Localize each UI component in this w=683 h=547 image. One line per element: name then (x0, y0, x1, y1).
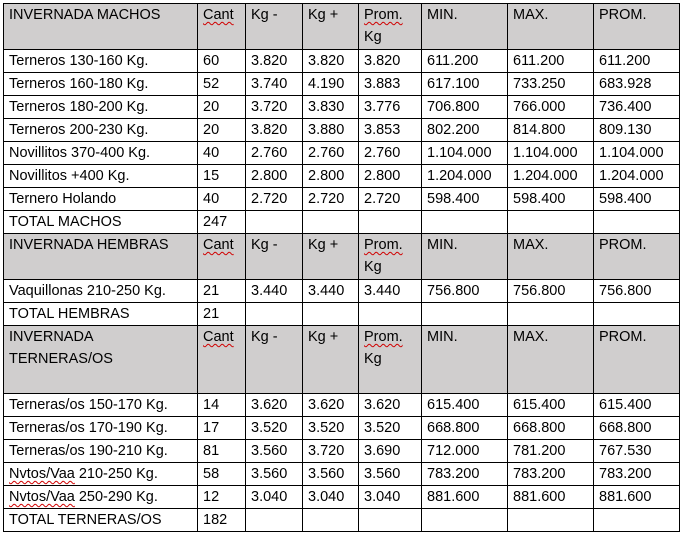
table-row (4, 417, 680, 440)
row-cant: 14 (198, 394, 246, 417)
row-min: 1.204.000 (422, 165, 508, 188)
row-max: 615.400 (508, 394, 594, 417)
row-min: 712.000 (422, 440, 508, 463)
row-kg-min: 3.040 (246, 486, 303, 509)
row-min: 611.200 (422, 50, 508, 73)
table-row (4, 50, 680, 73)
row-prom: 2.800 (359, 165, 422, 188)
row-prom: 3.560 (359, 463, 422, 486)
row-max: 1.204.000 (508, 165, 594, 188)
header-max: MAX. (508, 326, 594, 394)
row-kg-max: 3.620 (303, 394, 359, 417)
row-kg-min: 2.720 (246, 188, 303, 211)
row-prom: 3.820 (359, 50, 422, 73)
header-prom: Prom. Kg (359, 4, 422, 50)
row-avg: 756.800 (594, 280, 680, 303)
section-header-hembras (4, 234, 680, 280)
row-kg-min: 3.560 (246, 463, 303, 486)
empty-cell (303, 211, 359, 234)
total-label: TOTAL HEMBRAS (4, 303, 198, 326)
row-prom: 2.720 (359, 188, 422, 211)
empty-cell (359, 303, 422, 326)
total-label: TOTAL MACHOS (4, 211, 198, 234)
row-prom: 2.760 (359, 142, 422, 165)
header-kg-min: Kg - (246, 4, 303, 50)
row-avg: 736.400 (594, 96, 680, 119)
total-label: TOTAL TERNERAS/OS (4, 509, 198, 532)
row-max: 781.200 (508, 440, 594, 463)
row-max: 783.200 (508, 463, 594, 486)
row-category: Ternero Holando (4, 188, 198, 211)
row-prom: 3.776 (359, 96, 422, 119)
header-kg-max: Kg + (303, 234, 359, 280)
row-min: 617.100 (422, 73, 508, 96)
row-category: Terneros 160-180 Kg. (4, 73, 198, 96)
header-kg-min: Kg - (246, 234, 303, 280)
section-title: INVERNADA MACHOS (4, 4, 198, 50)
row-category: Novillitos 370-400 Kg. (4, 142, 198, 165)
header-avg: PROM. (594, 326, 680, 394)
table-row (4, 394, 680, 417)
row-max: 611.200 (508, 50, 594, 73)
row-min: 1.104.000 (422, 142, 508, 165)
row-avg: 809.130 (594, 119, 680, 142)
row-max: 756.800 (508, 280, 594, 303)
row-min: 615.400 (422, 394, 508, 417)
row-avg: 881.600 (594, 486, 680, 509)
row-category: Terneras/os 170-190 Kg. (4, 417, 198, 440)
row-cant: 40 (198, 188, 246, 211)
row-kg-min: 3.520 (246, 417, 303, 440)
section-title: INVERNADA HEMBRAS (4, 234, 198, 280)
row-kg-min: 3.620 (246, 394, 303, 417)
header-cant: Cant (198, 4, 246, 50)
header-avg: PROM. (594, 234, 680, 280)
row-cant: 81 (198, 440, 246, 463)
row-prom: 3.520 (359, 417, 422, 440)
header-kg-max: Kg + (303, 326, 359, 394)
empty-cell (246, 509, 303, 532)
header-min: MIN. (422, 326, 508, 394)
empty-cell (246, 211, 303, 234)
header-cant: Cant (198, 234, 246, 280)
row-kg-max: 2.720 (303, 188, 359, 211)
row-cant: 60 (198, 50, 246, 73)
header-max: MAX. (508, 234, 594, 280)
table-row (4, 96, 680, 119)
total-value: 21 (198, 303, 246, 326)
empty-cell (246, 303, 303, 326)
empty-cell (422, 211, 508, 234)
row-cant: 20 (198, 96, 246, 119)
row-avg: 611.200 (594, 50, 680, 73)
row-min: 802.200 (422, 119, 508, 142)
row-prom: 3.620 (359, 394, 422, 417)
total-value: 182 (198, 509, 246, 532)
empty-cell (594, 509, 680, 532)
row-avg: 615.400 (594, 394, 680, 417)
row-min: 783.200 (422, 463, 508, 486)
empty-cell (303, 303, 359, 326)
row-prom: 3.853 (359, 119, 422, 142)
row-kg-max: 3.830 (303, 96, 359, 119)
row-avg: 668.800 (594, 417, 680, 440)
row-kg-max: 2.800 (303, 165, 359, 188)
empty-cell (508, 211, 594, 234)
row-kg-max: 3.440 (303, 280, 359, 303)
row-max: 598.400 (508, 188, 594, 211)
row-kg-min: 3.740 (246, 73, 303, 96)
section-title: INVERNADA TERNERAS/OS (4, 326, 198, 394)
table-row (4, 119, 680, 142)
header-kg-max: Kg + (303, 4, 359, 50)
row-kg-max: 2.760 (303, 142, 359, 165)
row-kg-min: 2.800 (246, 165, 303, 188)
header-prom: Prom. Kg (359, 234, 422, 280)
table-row (4, 440, 680, 463)
row-min: 668.800 (422, 417, 508, 440)
row-kg-max: 3.820 (303, 50, 359, 73)
row-prom: 3.040 (359, 486, 422, 509)
empty-cell (422, 303, 508, 326)
row-prom: 3.440 (359, 280, 422, 303)
empty-cell (303, 509, 359, 532)
empty-cell (359, 211, 422, 234)
row-kg-max: 3.520 (303, 417, 359, 440)
row-kg-min: 3.560 (246, 440, 303, 463)
row-cant: 17 (198, 417, 246, 440)
empty-cell (508, 509, 594, 532)
row-category: Terneros 130-160 Kg. (4, 50, 198, 73)
row-kg-max: 3.040 (303, 486, 359, 509)
section-header-machos (4, 4, 680, 50)
row-kg-min: 2.760 (246, 142, 303, 165)
row-cant: 58 (198, 463, 246, 486)
row-cant: 15 (198, 165, 246, 188)
empty-cell (422, 509, 508, 532)
empty-cell (594, 211, 680, 234)
row-kg-max: 3.560 (303, 463, 359, 486)
livestock-price-table-wrapper (3, 3, 680, 532)
row-min: 756.800 (422, 280, 508, 303)
table-row (4, 142, 680, 165)
header-kg-min: Kg - (246, 326, 303, 394)
row-avg: 1.204.000 (594, 165, 680, 188)
row-max: 668.800 (508, 417, 594, 440)
header-min: MIN. (422, 4, 508, 50)
row-kg-max: 3.720 (303, 440, 359, 463)
row-max: 766.000 (508, 96, 594, 119)
row-avg: 598.400 (594, 188, 680, 211)
table-row (4, 486, 680, 509)
row-cant: 12 (198, 486, 246, 509)
row-kg-max: 3.880 (303, 119, 359, 142)
table-row (4, 188, 680, 211)
total-row-machos (4, 211, 680, 234)
row-max: 881.600 (508, 486, 594, 509)
header-max: MAX. (508, 4, 594, 50)
row-max: 814.800 (508, 119, 594, 142)
row-kg-min: 3.820 (246, 119, 303, 142)
table-row (4, 463, 680, 486)
livestock-price-table (3, 3, 680, 532)
row-min: 706.800 (422, 96, 508, 119)
row-avg: 783.200 (594, 463, 680, 486)
total-row-hembras (4, 303, 680, 326)
total-value: 247 (198, 211, 246, 234)
row-max: 1.104.000 (508, 142, 594, 165)
header-avg: PROM. (594, 4, 680, 50)
row-avg: 683.928 (594, 73, 680, 96)
empty-cell (508, 303, 594, 326)
empty-cell (359, 509, 422, 532)
row-prom: 3.690 (359, 440, 422, 463)
row-cant: 20 (198, 119, 246, 142)
row-category: Vaquillonas 210-250 Kg. (4, 280, 198, 303)
row-prom: 3.883 (359, 73, 422, 96)
row-kg-min: 3.820 (246, 50, 303, 73)
row-cant: 40 (198, 142, 246, 165)
header-min: MIN. (422, 234, 508, 280)
row-kg-max: 4.190 (303, 73, 359, 96)
row-kg-min: 3.720 (246, 96, 303, 119)
header-prom: Prom. Kg (359, 326, 422, 394)
row-category: Nvtos/Vaa 210-250 Kg. (4, 463, 198, 486)
row-min: 881.600 (422, 486, 508, 509)
header-cant: Cant (198, 326, 246, 394)
table-row (4, 73, 680, 96)
row-max: 733.250 (508, 73, 594, 96)
row-category: Terneras/os 150-170 Kg. (4, 394, 198, 417)
row-category: Terneros 180-200 Kg. (4, 96, 198, 119)
row-category: Novillitos +400 Kg. (4, 165, 198, 188)
row-min: 598.400 (422, 188, 508, 211)
row-category: Terneros 200-230 Kg. (4, 119, 198, 142)
section-header-terneras (4, 326, 680, 394)
row-kg-min: 3.440 (246, 280, 303, 303)
row-cant: 52 (198, 73, 246, 96)
row-avg: 1.104.000 (594, 142, 680, 165)
row-category: Terneras/os 190-210 Kg. (4, 440, 198, 463)
total-row-terneras (4, 509, 680, 532)
empty-cell (594, 303, 680, 326)
table-row (4, 280, 680, 303)
row-cant: 21 (198, 280, 246, 303)
row-category: Nvtos/Vaa 250-290 Kg. (4, 486, 198, 509)
table-row (4, 165, 680, 188)
row-avg: 767.530 (594, 440, 680, 463)
